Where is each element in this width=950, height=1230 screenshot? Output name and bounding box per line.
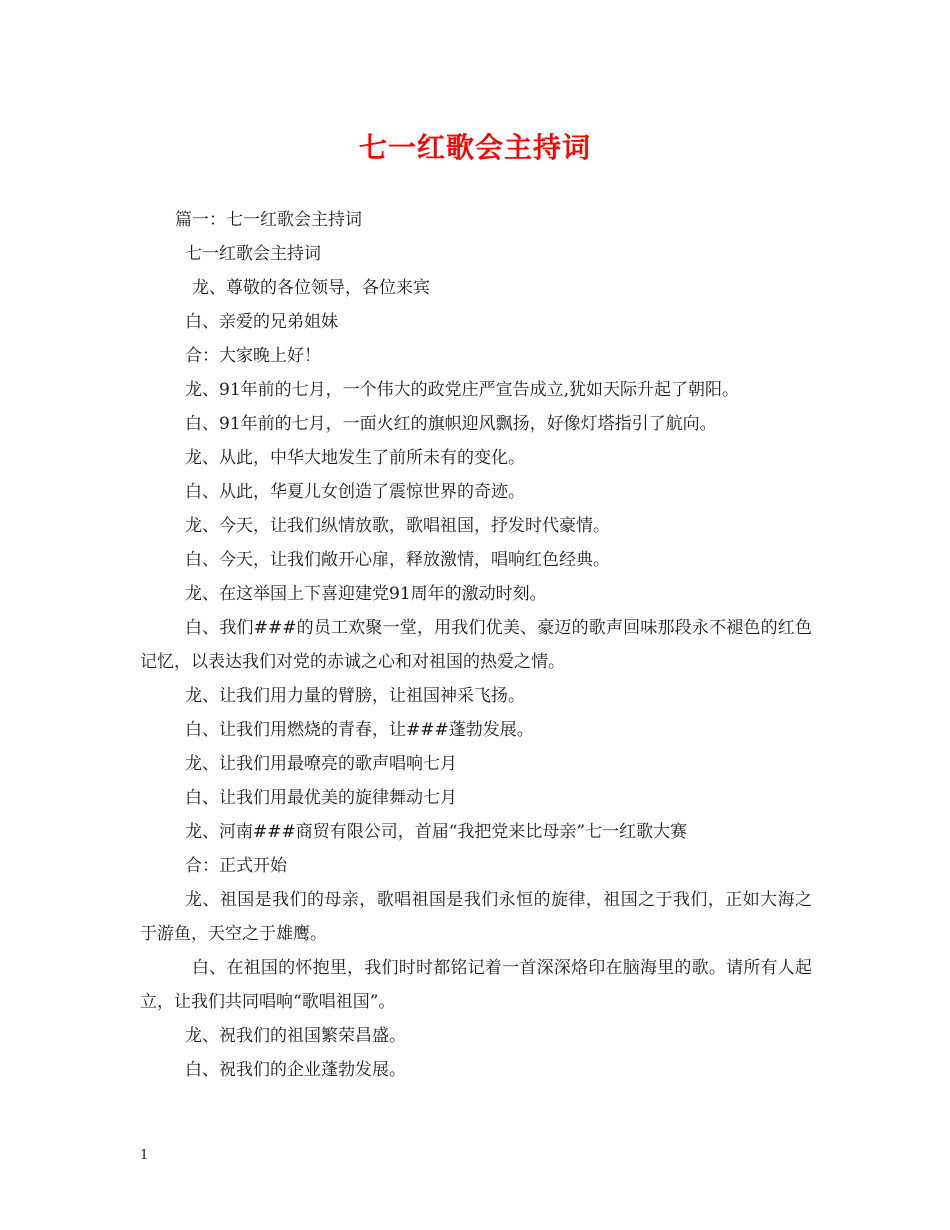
paragraph: 龙、尊敬的各位领导，各位来宾 xyxy=(192,278,430,298)
paragraph: 龙、祝我们的祖国繁荣昌盛。 xyxy=(185,1026,406,1046)
page-number: 1 xyxy=(140,1148,149,1163)
paragraph: 白、从此，华夏儿女创造了震惊世界的奇迹。 xyxy=(185,482,525,502)
paragraph: 白、让我们用燃烧的青春，让###蓬勃发展。 xyxy=(185,720,534,740)
paragraph: 龙、91年前的七月，一个伟大的政党庄严宣告成立,犹如天际升起了朝阳。 xyxy=(185,380,740,400)
paragraph: 龙、今天，让我们纵情放歌，歌唱祖国，抒发时代豪情。 xyxy=(185,516,610,536)
paragraph: 白、在祖国的怀抱里，我们时时都铭记着一首深深烙印在脑海里的歌。请所有人起立，让我们共同唱响“歌唱祖国”。 xyxy=(140,958,812,1012)
paragraph: 白、亲爱的兄弟姐妹 xyxy=(185,312,338,332)
paragraph: 七一红歌会主持词 xyxy=(185,244,321,264)
paragraph: 篇一：七一红歌会主持词 xyxy=(175,210,362,230)
paragraph: 白、我们###的员工欢聚一堂，用我们优美、豪迈的歌声回味那段永不褪色的红色记忆，以表达我们对党的赤诚之心和对祖国的热爱之情。 xyxy=(140,618,812,672)
paragraph: 龙、在这举国上下喜迎建党91周年的激动时刻。 xyxy=(185,584,547,604)
paragraph: 龙、河南###商贸有限公司，首届“我把党来比母亲”七一红歌大赛 xyxy=(185,822,688,842)
paragraph: 龙、让我们用最嘹亮的歌声唱响七月 xyxy=(185,754,457,774)
paragraph: 龙、从此，中华大地发生了前所未有的变化。 xyxy=(185,448,525,468)
paragraph: 白、祝我们的企业蓬勃发展。 xyxy=(185,1060,406,1080)
document-title: 七一红歌会主持词 xyxy=(358,131,591,164)
document-body xyxy=(140,203,812,1087)
paragraph: 白、让我们用最优美的旋律舞动七月 xyxy=(185,788,457,808)
paragraph: 合：大家晚上好！ xyxy=(185,346,321,366)
paragraph: 白、91年前的七月，一面火红的旗帜迎风飘扬，好像灯塔指引了航向。 xyxy=(185,414,717,434)
paragraph: 龙、祖国是我们的母亲，歌唱祖国是我们永恒的旋律，祖国之于我们，正如大海之于游鱼，天空之于雄鹰。 xyxy=(140,890,812,944)
paragraph: 合：正式开始 xyxy=(185,856,287,876)
paragraph: 白、今天，让我们敞开心扉，释放激情，唱响红色经典。 xyxy=(185,550,610,570)
paragraph: 龙、让我们用力量的臂膀，让祖国神采飞扬。 xyxy=(185,686,525,706)
